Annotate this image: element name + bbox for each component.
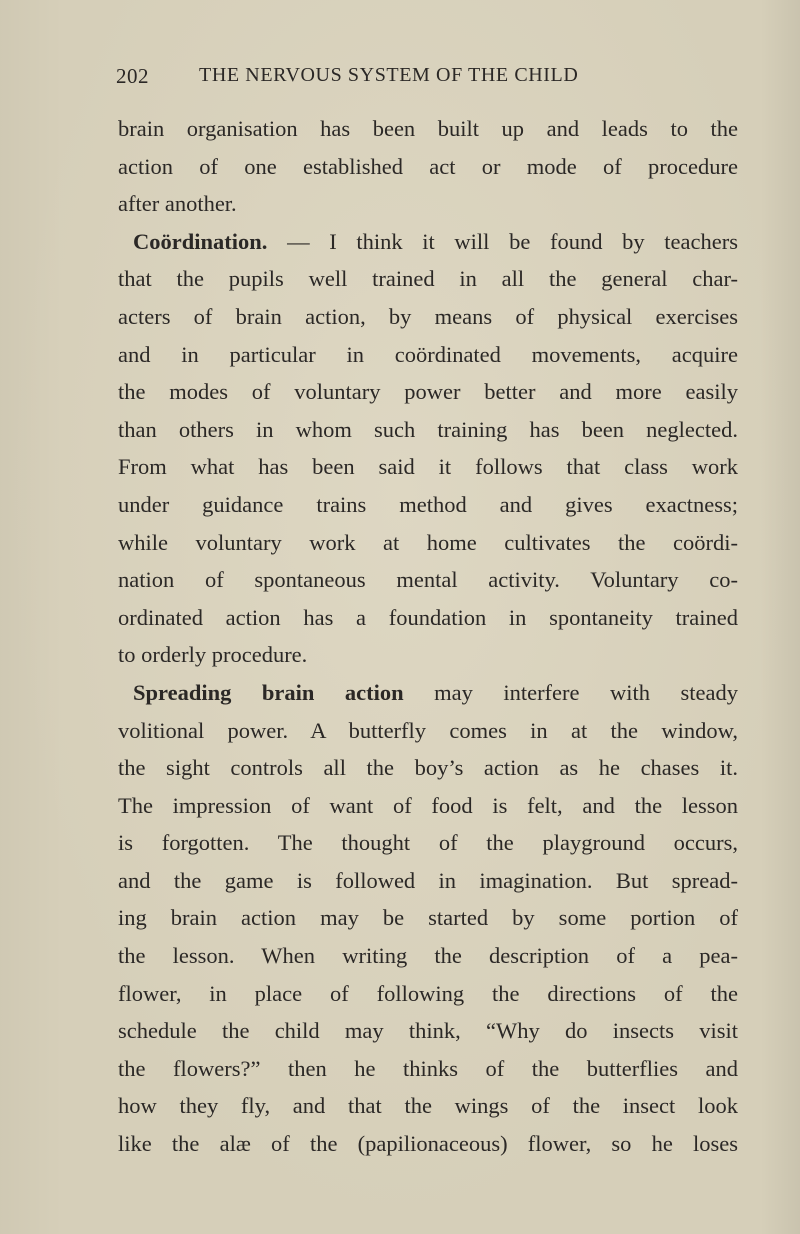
text-line: the lesson. When writing the description of a pea-: [118, 943, 738, 969]
text-line: to orderly procedure.: [118, 642, 308, 668]
running-head: [0, 58, 800, 92]
text-line: is forgotten. The thought of the playground occurs,: [118, 830, 738, 856]
text-line: after another.: [118, 191, 237, 217]
page-number: 202: [116, 64, 149, 88]
text-line: schedule the child may think, “Why do insects visit: [118, 1018, 738, 1044]
text-line: brain organisation has been built up and leads to the: [118, 116, 738, 141]
text-line: volitional power. A butterfly comes in at the window,: [118, 717, 738, 743]
text-line: like the alæ of the (papilionaceous) flower, so he loses: [118, 1131, 738, 1157]
text-line: the modes of voluntary power better and more easily: [118, 379, 738, 405]
paragraph-first-line: [118, 674, 738, 712]
text-line: acters of brain action, by means of physical exercises: [118, 303, 738, 329]
text-line: From what has been said it follows that class work: [118, 454, 738, 480]
text-line: that the pupils well trained in all the general char-: [118, 266, 738, 292]
text-line: and the game is followed in imagination. But spread-: [118, 867, 738, 893]
text-line: The impression of want of food is felt, and the lesson: [118, 792, 738, 818]
text-line: and in particular in coördinated movements, acquire: [118, 341, 738, 367]
text-line: action of one established act or mode of procedure: [118, 153, 738, 179]
running-head-title: THE NERVOUS SYSTEM OF THE CHILD: [199, 64, 579, 86]
text-line: under guidance trains method and gives exactness;: [118, 491, 738, 517]
section-heading-coordination: Coördination.: [133, 228, 268, 254]
text-line: while voluntary work at home cultivates the coördi-: [118, 529, 738, 555]
body-text: [118, 110, 738, 1163]
text-line: than others in whom such training has been neglected.: [118, 416, 738, 442]
text-line: the flowers?” then he thinks of the butterflies and: [118, 1055, 738, 1081]
text-line: ing brain action may be started by some portion of: [118, 905, 738, 931]
text-line: the sight controls all the boy’s action as he chases it.: [118, 755, 738, 781]
paragraph-first-line: [118, 223, 738, 261]
text-line: ordinated action has a foundation in spontaneity trained: [118, 604, 738, 630]
section-heading-spreading-brain-action: Spreading brain action: [133, 679, 404, 705]
text-line: how they fly, and that the wings of the insect look: [118, 1093, 738, 1119]
text-run: may interfere with steady: [403, 679, 738, 705]
text-line: nation of spontaneous mental activity. Voluntary co-: [118, 567, 738, 593]
text-line: flower, in place of following the directions of the: [118, 980, 738, 1006]
text-run: — I think it will be found by teachers: [267, 228, 738, 254]
